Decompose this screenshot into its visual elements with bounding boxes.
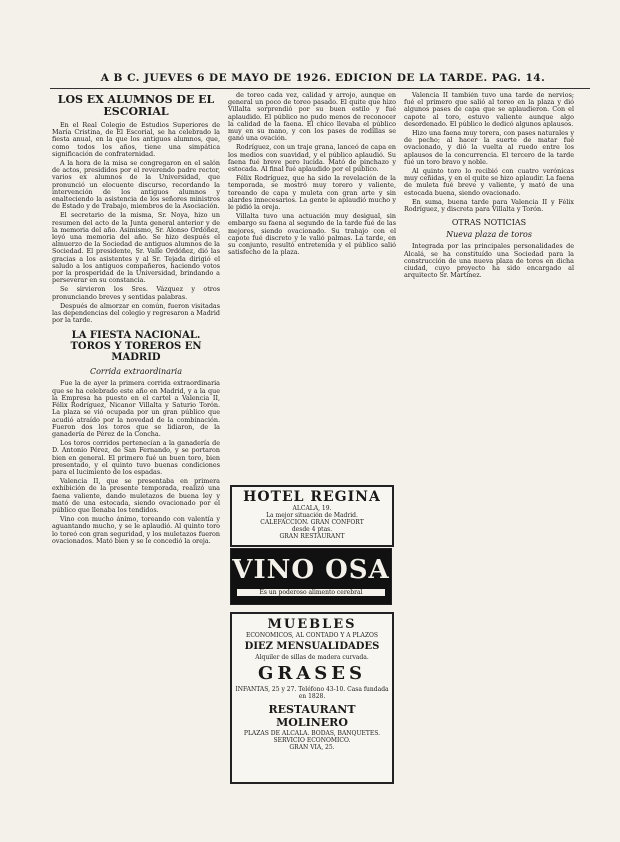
ad-line: PLAZAS DE ALCALA. BODAS, BANQUETES. SERVICIO ECONOMICO. (243, 730, 381, 744)
ad-line: desde 4 ptas. (291, 526, 333, 533)
paragraph: Félix Rodríguez, que ha sido la revelación de la temporada, se mostró muy torero y valiente, toreando de capa y muleta con gran arte y sin alardes innecesarios. La gente le aplaudió mucho y le pidió la oreja. (228, 174, 396, 212)
ad-hotel-regina (230, 485, 394, 547)
paragraph: Valencia II, que se presentaba en primera exhibición de la presente temporada, realizó una faena valiente, dando muletazos de buena ley y mató de una estocada, siendo ovacionado por el público que llenaba los tendidos. (52, 477, 220, 514)
paragraph: Se sirvieron los Sres. Vázquez y otros pronunciando breves y sentidas palabras. (52, 285, 220, 301)
ad-restaurant-title: RESTAURANT MOLINERO (268, 703, 356, 729)
ad-vino-osa (230, 548, 392, 605)
ad-line: La mejor situación de Madrid. (266, 512, 358, 519)
ad-line: CALEFACCION. GRAN CONFORT (260, 519, 364, 526)
subheading-nueva-plaza: Nueva plaza de toros (446, 230, 532, 240)
paragraph: A la hora de la misa se congregaron en el salón de actos, presididos por el reverendo padre rector, varios ex alumnos de la Universidad, que pronunció un elocuente discurso, recordando la intervención de los antiguos alumnos y enalteciendo la asistencia de los señores ministros de Estado y de Trabajo, miembros de la Asociación. (52, 159, 220, 211)
ad-line: ALCALA, 19. (292, 505, 332, 512)
column-3 (404, 92, 574, 832)
column-1 (52, 92, 220, 832)
ad-title: HOTEL REGINA (243, 489, 381, 505)
ad-line: Alquiler de sillas de madera curvada. (255, 654, 369, 661)
paragraph: Los toros corridos pertenecían a la ganadería de D. Antonio Pérez, de San Fernando, y se portaron bien en general. El primero fué un buen toro, bien presentado, y el quinto tuvo buenas condiciones para el lucimiento de los espadas. (52, 439, 220, 476)
paragraph: Rodríguez, con un traje grana, lanceó de capa en los medios con suavidad, y el público aplaudió. Su faena fué breve pero lucida. Mató de pinchazo y estocada. Al final fué aplaudido por el público. (228, 143, 396, 174)
header-rule (50, 88, 590, 89)
ad-line: Es un poderoso alimento cerebral (237, 589, 385, 596)
ad-subtitle: DIEZ MENSUALIDADES (244, 641, 380, 652)
paragraph: de toreo cada vez, calidad y arrojo, aunque en general un poco de toreo pasado. El quite que hizo Villalta sorprendió por su buen estilo y fué aplaudido. El público no pudo menos de reconocer la calidad de la faena. El chico llevaba el público muy en su mano, y con los pases de rodillas se ganó una ovación. (228, 92, 396, 143)
paragraph: Integrada por las principales personalidades de Alcalá, se ha constituído una Sociedad para la construcción de una nueva plaza de toros en dicha ciudad, cuyo proyecto ha sido encargado al arquitecto Sr. Martínez. (404, 242, 574, 280)
paragraph: Vino con mucho ánimo, toreando con valentía y aguantando mucho, y se le aplaudió. Al quinto toro lo toreó con gran seguridad, y los muletazos fueron ovacionados. Mató bien y se le concedió la oreja. (52, 515, 220, 545)
paragraph: Después de almorzar en común, fueron visitadas las dependencias del colegio y regresaron a Madrid por la tarde. (52, 301, 220, 325)
ad-line: ECONOMICOS, AL CONTADO Y A PLAZOS (245, 632, 379, 639)
ad-line: GRAN VIA, 25. (289, 744, 335, 751)
ad-muebles-grases (230, 612, 394, 784)
otras-noticias-heading: OTRAS NOTICIAS (451, 218, 527, 228)
subheading-corrida: Corrida extraordinaria (89, 367, 183, 377)
paragraph: Al quinto toro lo recibió con cuatro verónicas muy ceñidas, y en el quite se hizo aplaudir. La faena de muleta fué breve y valiente, y mató de una estocada buena, siendo ovacionado. (404, 167, 574, 197)
paragraph: En el Real Colegio de Estudios Superiores de María Cristina, de El Escorial, se ha celebrado la fiesta anual, en la que los antiguos alumnos, que, como todos los años, tiene una simpática significación de confraternidad. (52, 121, 220, 158)
page-header: A B C. JUEVES 6 DE MAYO DE 1926. EDICION DE LA TARDE. PAG. 14. (100, 72, 546, 84)
ad-title: MUEBLES (267, 617, 357, 632)
paragraph: Fue la de ayer la primera corrida extraordinaria que se ha celebrado este año en Madrid, y a la que la Empresa ha puesto en el cartel a Valencia II, Félix Rodríguez, Nicanor Villalta y Saturio Torón. La plaza se vió ocupada por un gran público que acudió atraído por la novedad de la combinación. Fueron dos los toros que se lidiaron, de la ganadería de Pérez de la Concha. (52, 379, 220, 438)
paragraph: Villalta tuvo una actuación muy desigual, sin embargo su faena al segundo de la tarde fué de las mejores, siendo ovacionado. Su trabajo con el capote fué discreto y le valió palmas. La tarde, en su conjunto, resultó entretenida y el público salió satisfecho de la plaza. (228, 212, 396, 257)
paragraph: Hizo una faena muy torera, con pases naturales y de pecho; al hacer la suerte de matar fué ovacionado, y dió la vuelta al ruedo entre los aplausos de la concurrencia. El tercero de la tarde fué un toro bravo y noble. (404, 129, 574, 166)
column-2 (228, 92, 396, 492)
headline-escorial: LOS EX ALUMNOS DE EL ESCORIAL (57, 93, 215, 118)
ad-brand: GRASES (257, 663, 366, 684)
headline-fiesta-nacional: LA FIESTA NACIONAL. TOROS Y TOREROS EN MADRID (70, 330, 202, 364)
paragraph: Valencia II también tuvo una tarde de nervios; fué el primero que salió al toreo en la plaza y dió algunos pases de capa que se aplaudieron. Con el capote al toro, estuvo valiente aunque algo desordenado. El público le dedicó algunos aplausos. (404, 92, 574, 128)
paragraph: En suma, buena tarde para Valencia II y Félix Rodríguez, y discreta para Villalta y Torón. (404, 197, 574, 214)
ad-title: VINO OSA (232, 555, 390, 585)
ad-line: GRAN RESTAURANT (279, 533, 345, 540)
ad-line: INFANTAS, 25 y 27. Teléfono 43-10. Casa fundada en 1828. (235, 686, 389, 700)
paragraph: El secretario de la misma, Sr. Noya, hizo un resumen del acto de la Junta general anterior y de la memoria del año. Asimismo, Sr. Alonso Ordóñez, leyó una memoria del año. Se hizo después el almuerzo de la Sociedad de antiguos alumnos de la Sociedad. El presidente, Sr. Valle Ordóñez, dió las gracias a los asistentes y al Sr. Tejada dirigió el saludo a los antiguos compañeros, haciendo votos por la prosperidad de la Universidad, brindando a perseverar en su constancia. (52, 211, 220, 285)
